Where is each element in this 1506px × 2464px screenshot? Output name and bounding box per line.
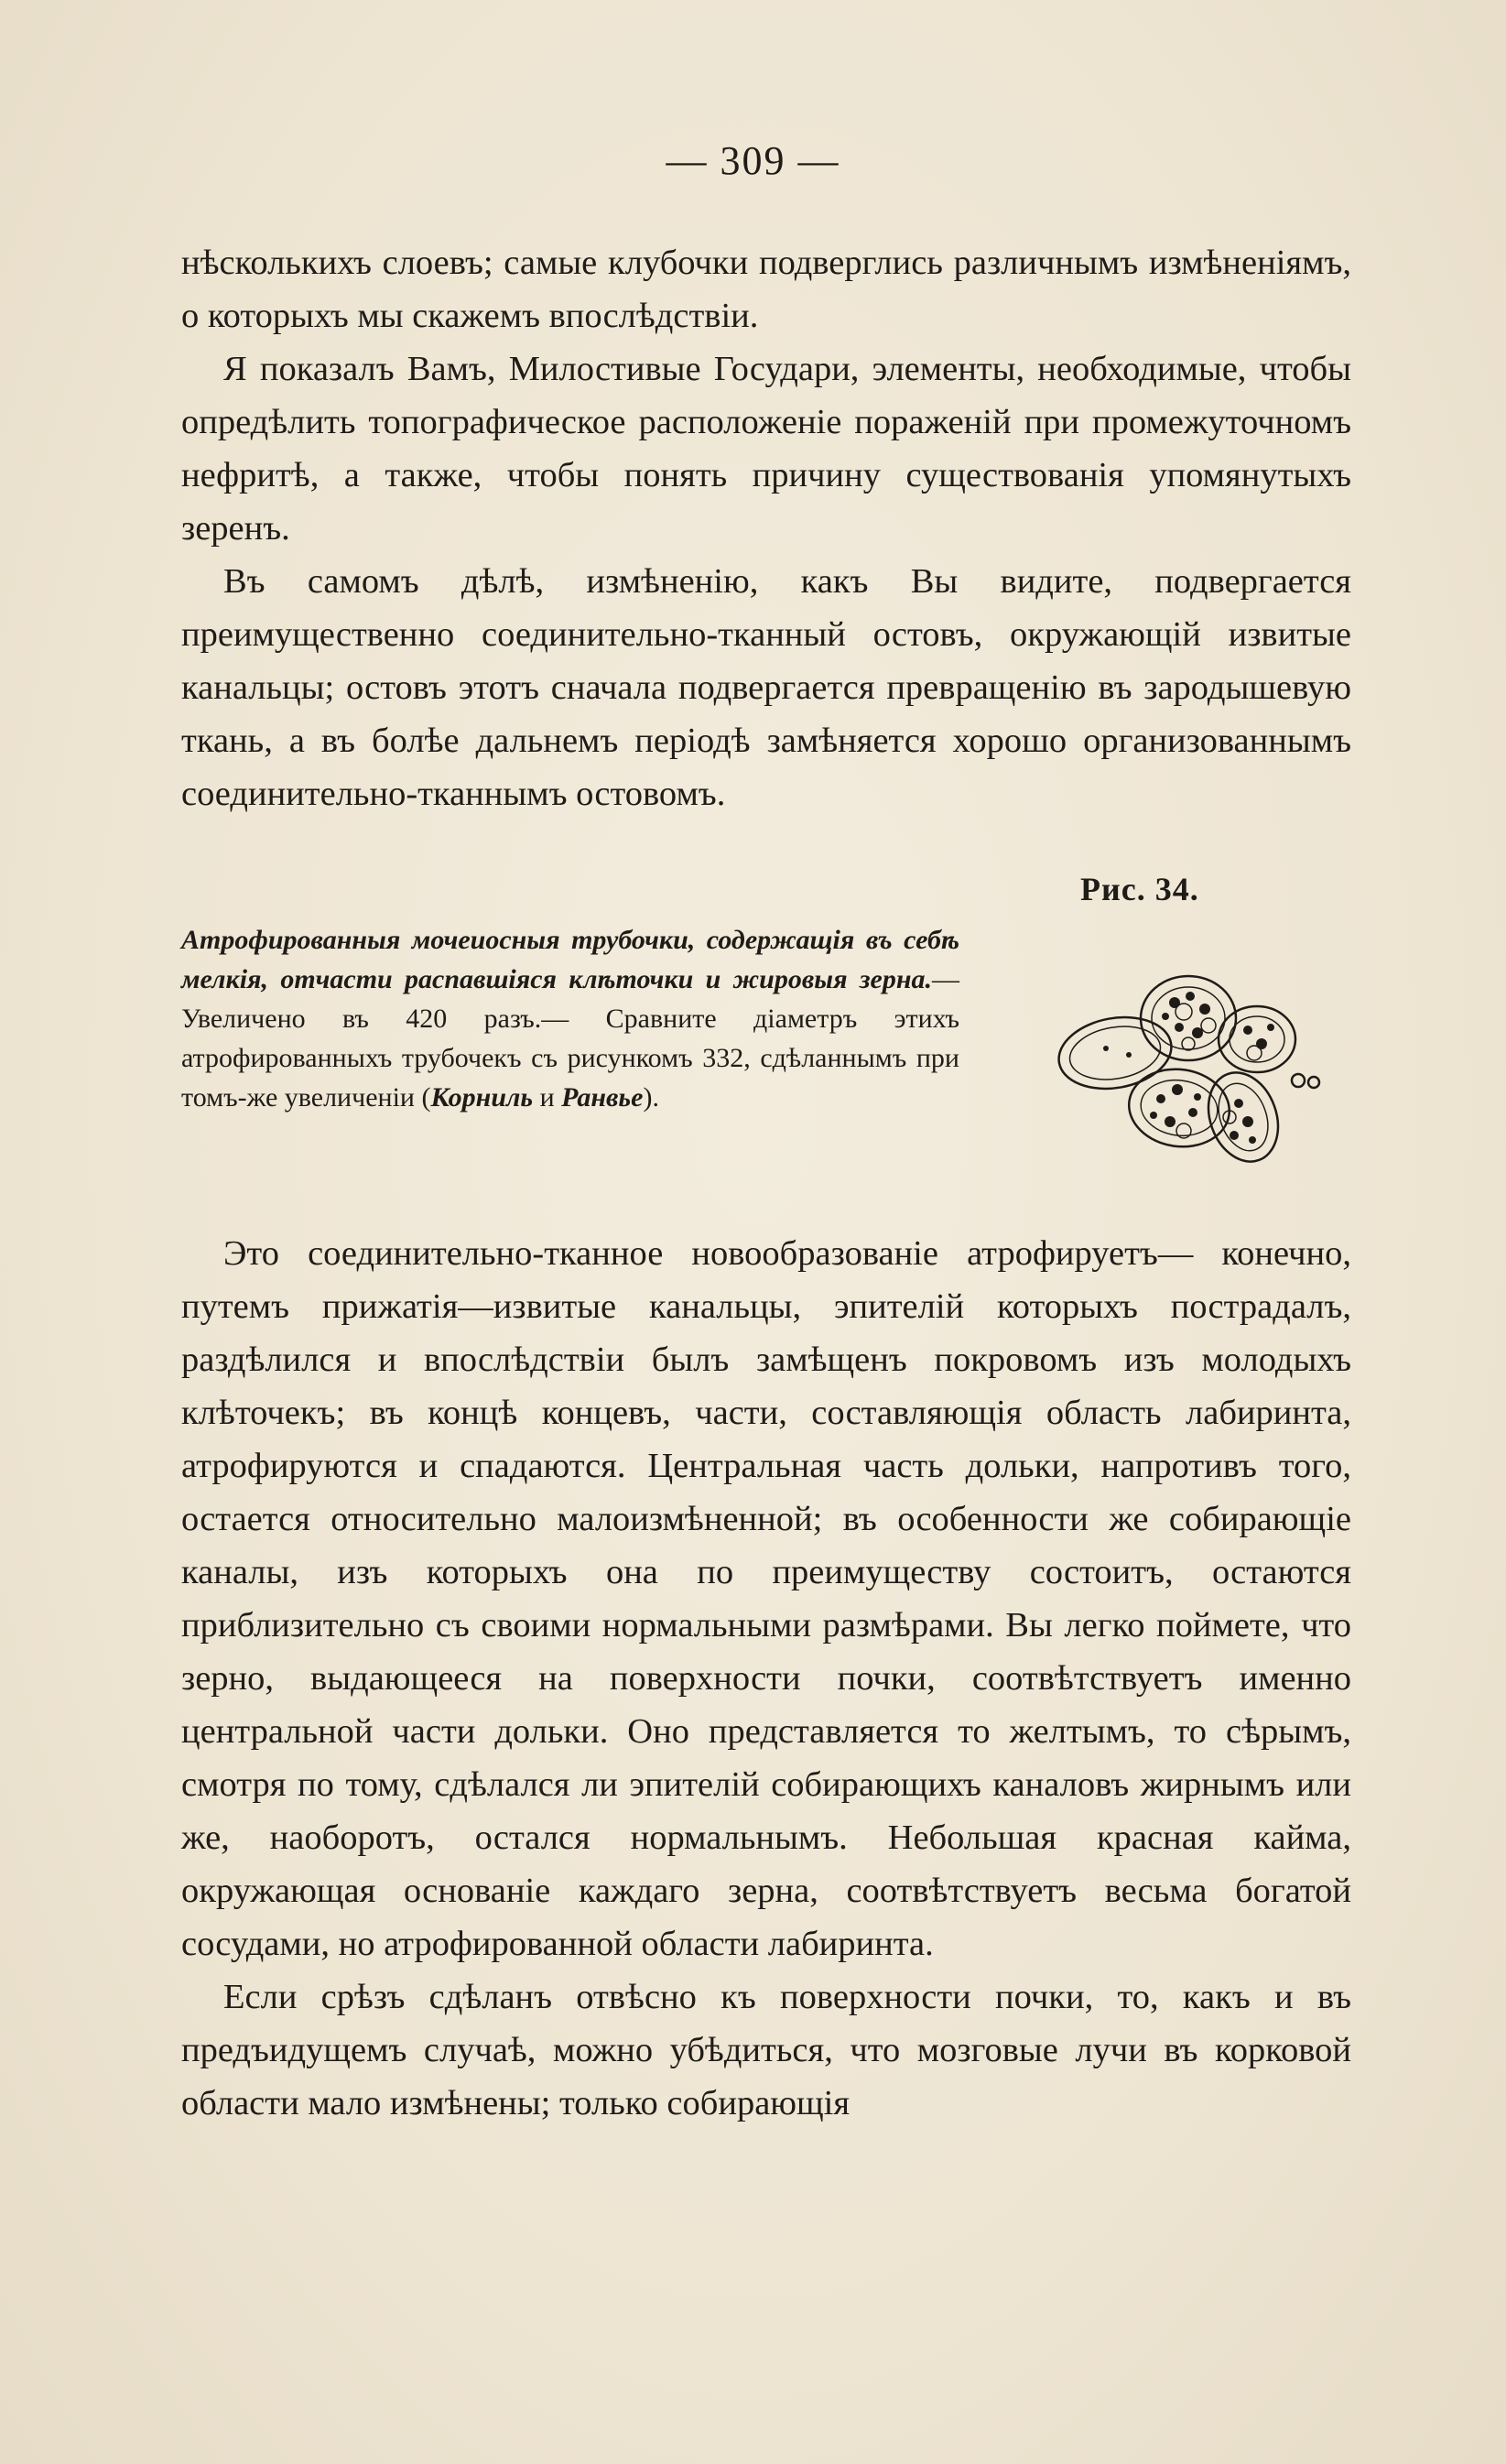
caption-author: Корниль: [430, 1082, 534, 1113]
paragraph: Это соединительно-тканное новообразованіе атрофируетъ— конечно, путемъ прижатія—извитые канальцы, эпителій которыхъ пострадалъ, раздѣлился и впослѣдствіи былъ замѣщенъ покровомъ изъ молодыхъ клѣточекъ; въ концѣ концевъ, части, составляющія область лабиринта, атрофируются и спадаются. Центральная часть дольки, напротивъ того, остается относительно малоизмѣненной; въ особенности же собирающіе каналы, изъ которыхъ она по преимуществу состоитъ, остаются приблизительно съ своими нормальными размѣрами. Вы легко поймете, что зерно, выдающееся на поверхности почки, соотвѣтствуетъ именно центральной части дольки. Оно представляется то желтымъ, то сѣрымъ, смотря по тому, сдѣлался ли эпителій собирающихъ каналовъ жирнымъ или же, наоборотъ, остался нормальнымъ. Небольшая красная кайма, окружающая основаніе каждаго зерна, соотвѣтствуетъ весьма богатой сосудами, но атрофированной области лабиринта.: [181, 1234, 1351, 1963]
caption-conjunction: и: [533, 1082, 562, 1113]
caption-italic-text: Атрофированныя мочеиосныя трубочки, содержащія въ себѣ мелкія, отчасти распавшіяся клѣточки и жировыя зерна.: [181, 925, 959, 994]
microscope-tubules-illustration: [1051, 952, 1326, 1190]
caption-plain-text: —Увеличено въ 420 разъ.— Сравните діаметръ этихъ атрофированныхъ трубочекъ съ рисункомъ 332, сдѣланнымъ при томъ-же увеличеніи (: [181, 964, 959, 1113]
paragraph: Въ самомъ дѣлѣ, измѣненію, какъ Вы видите, подвергается преимущественно соединительно-тканный остовъ, окружающій извитые канальцы; остовъ этотъ сначала подвергается превращенію въ зародышевую ткань, а въ болѣе дальнемъ періодѣ замѣняется хорошо организованнымъ соединительно-тканнымъ остовомъ.: [181, 562, 1351, 813]
paragraph: Если срѣзъ сдѣланъ отвѣсно къ поверхности почки, то, какъ и въ предъидущемъ случаѣ, можно убѣдиться, что мозговые лучи въ корковой области мало измѣнены; только собирающія: [181, 1978, 1351, 2122]
figure-caption: [181, 920, 959, 1117]
top-text-block: [181, 236, 1351, 820]
paragraph-continued: нѣсколькихъ слоевъ; самые клубочки подверглись различнымъ измѣненіямъ, о которыхъ мы скажемъ впослѣдствіи.: [181, 244, 1351, 335]
caption-end: ).: [643, 1082, 659, 1113]
bottom-text-block: [181, 1227, 1351, 2130]
figure-label: Рис. 34.: [1080, 871, 1199, 907]
caption-author: Ранвье: [561, 1082, 644, 1113]
page-number: — 309 —: [666, 138, 840, 183]
paragraph: Я показалъ Вамъ, Милостивые Государи, элементы, необходимые, чтобы опредѣлить топографическое расположеніе пораженій при промежуточномъ нефритѣ, а также, чтобы понять причину существованія упомянутыхъ зеренъ.: [181, 350, 1351, 548]
